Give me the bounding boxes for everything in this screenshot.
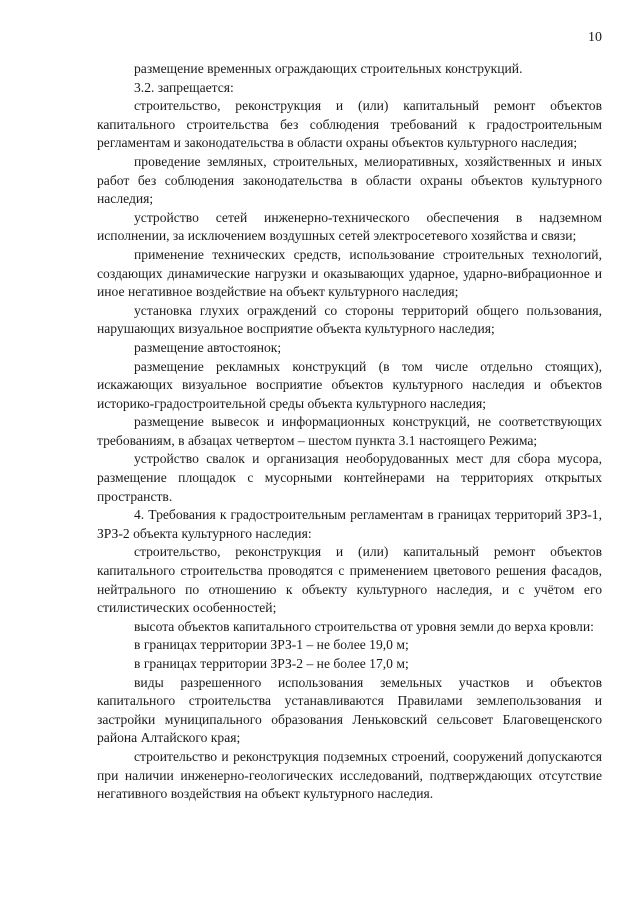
- paragraph: проведение земляных, строительных, мелиоративных, хозяйственных и иных работ без соблюдения законодательства в области охраны объектов культурного наследия;: [97, 153, 602, 207]
- paragraph: 3.2. запрещается:: [134, 79, 234, 95]
- paragraph: размещение временных ограждающих строительных конструкций.: [134, 61, 523, 76]
- paragraph: размещение рекламных конструкций (в том числе отдельно стоящих), искажающих визуальное восприятие объектов культурного наследия и объектов историко-градостроительной среды объекта культурного наследия;: [97, 358, 602, 411]
- paragraph: устройство сетей инженерно-технического обеспечения в надземном исполнении, за исключением воздушных сетей электросетевого хозяйства и связи;: [97, 209, 602, 244]
- document-body: [97, 60, 602, 804]
- paragraph: в границах территории ЗРЗ-2 – не более 17,0 м;: [134, 656, 409, 671]
- paragraph: размещение автостоянок;: [134, 339, 282, 355]
- paragraph: строительство, реконструкция и (или) капитальный ремонт объектов капитального строительства без соблюдения требований к градостроительным регламентам и законодательства в области охраны объектов культурного наследия;: [97, 98, 602, 151]
- paragraph: установка глухих ограждений со стороны территорий общего пользования, нарушающих визуальное восприятие объекта культурного наследия;: [97, 302, 602, 337]
- paragraph: строительство, реконструкция и (или) капитальный ремонт объектов капитального строительства проводятся с применением цветового решения фасадов, нейтрального по отношению к объекту культурного наследия, и с учётом его стилистических особенностей;: [97, 544, 602, 616]
- paragraph: 4. Требования к градостроительным регламентам в границах территорий ЗРЗ-1, ЗРЗ-2 объекта культурного наследия:: [97, 507, 602, 541]
- paragraph: применение технических средств, использование строительных технологий, создающих динамические нагрузки и оказывающих ударное, ударно-вибрационное и иное негативное воздействие на объект культурного наследия;: [97, 246, 602, 300]
- paragraph: в границах территории ЗРЗ-1 – не более 19,0 м;: [134, 637, 409, 653]
- paragraph: высота объектов капитального строительства от уровня земли до верха кровли:: [134, 618, 594, 634]
- paragraph: виды разрешенного использования земельных участков и объектов капитального строительства устанавливаются Правилами землепользования и застройки муниципального образования Леньковский сельсовет Благовещенского района Алтайского края;: [97, 674, 602, 746]
- page-number: 10: [588, 30, 602, 45]
- paragraph: размещение вывесок и информационных конструкций, не соответствующих требованиям, в абзацах четвертом – шестом пункта 3.1 настоящего Режима;: [97, 414, 602, 448]
- paragraph: строительство и реконструкция подземных строений, сооружений допускаются при наличии инженерно-геологических исследований, подтверждающих отсутствие негативного воздействия на объект культурного наследия.: [97, 748, 602, 802]
- paragraph: устройство свалок и организация необорудованных мест для сбора мусора, размещение площадок с мусорными контейнерами на территориях открытых пространств.: [97, 451, 602, 504]
